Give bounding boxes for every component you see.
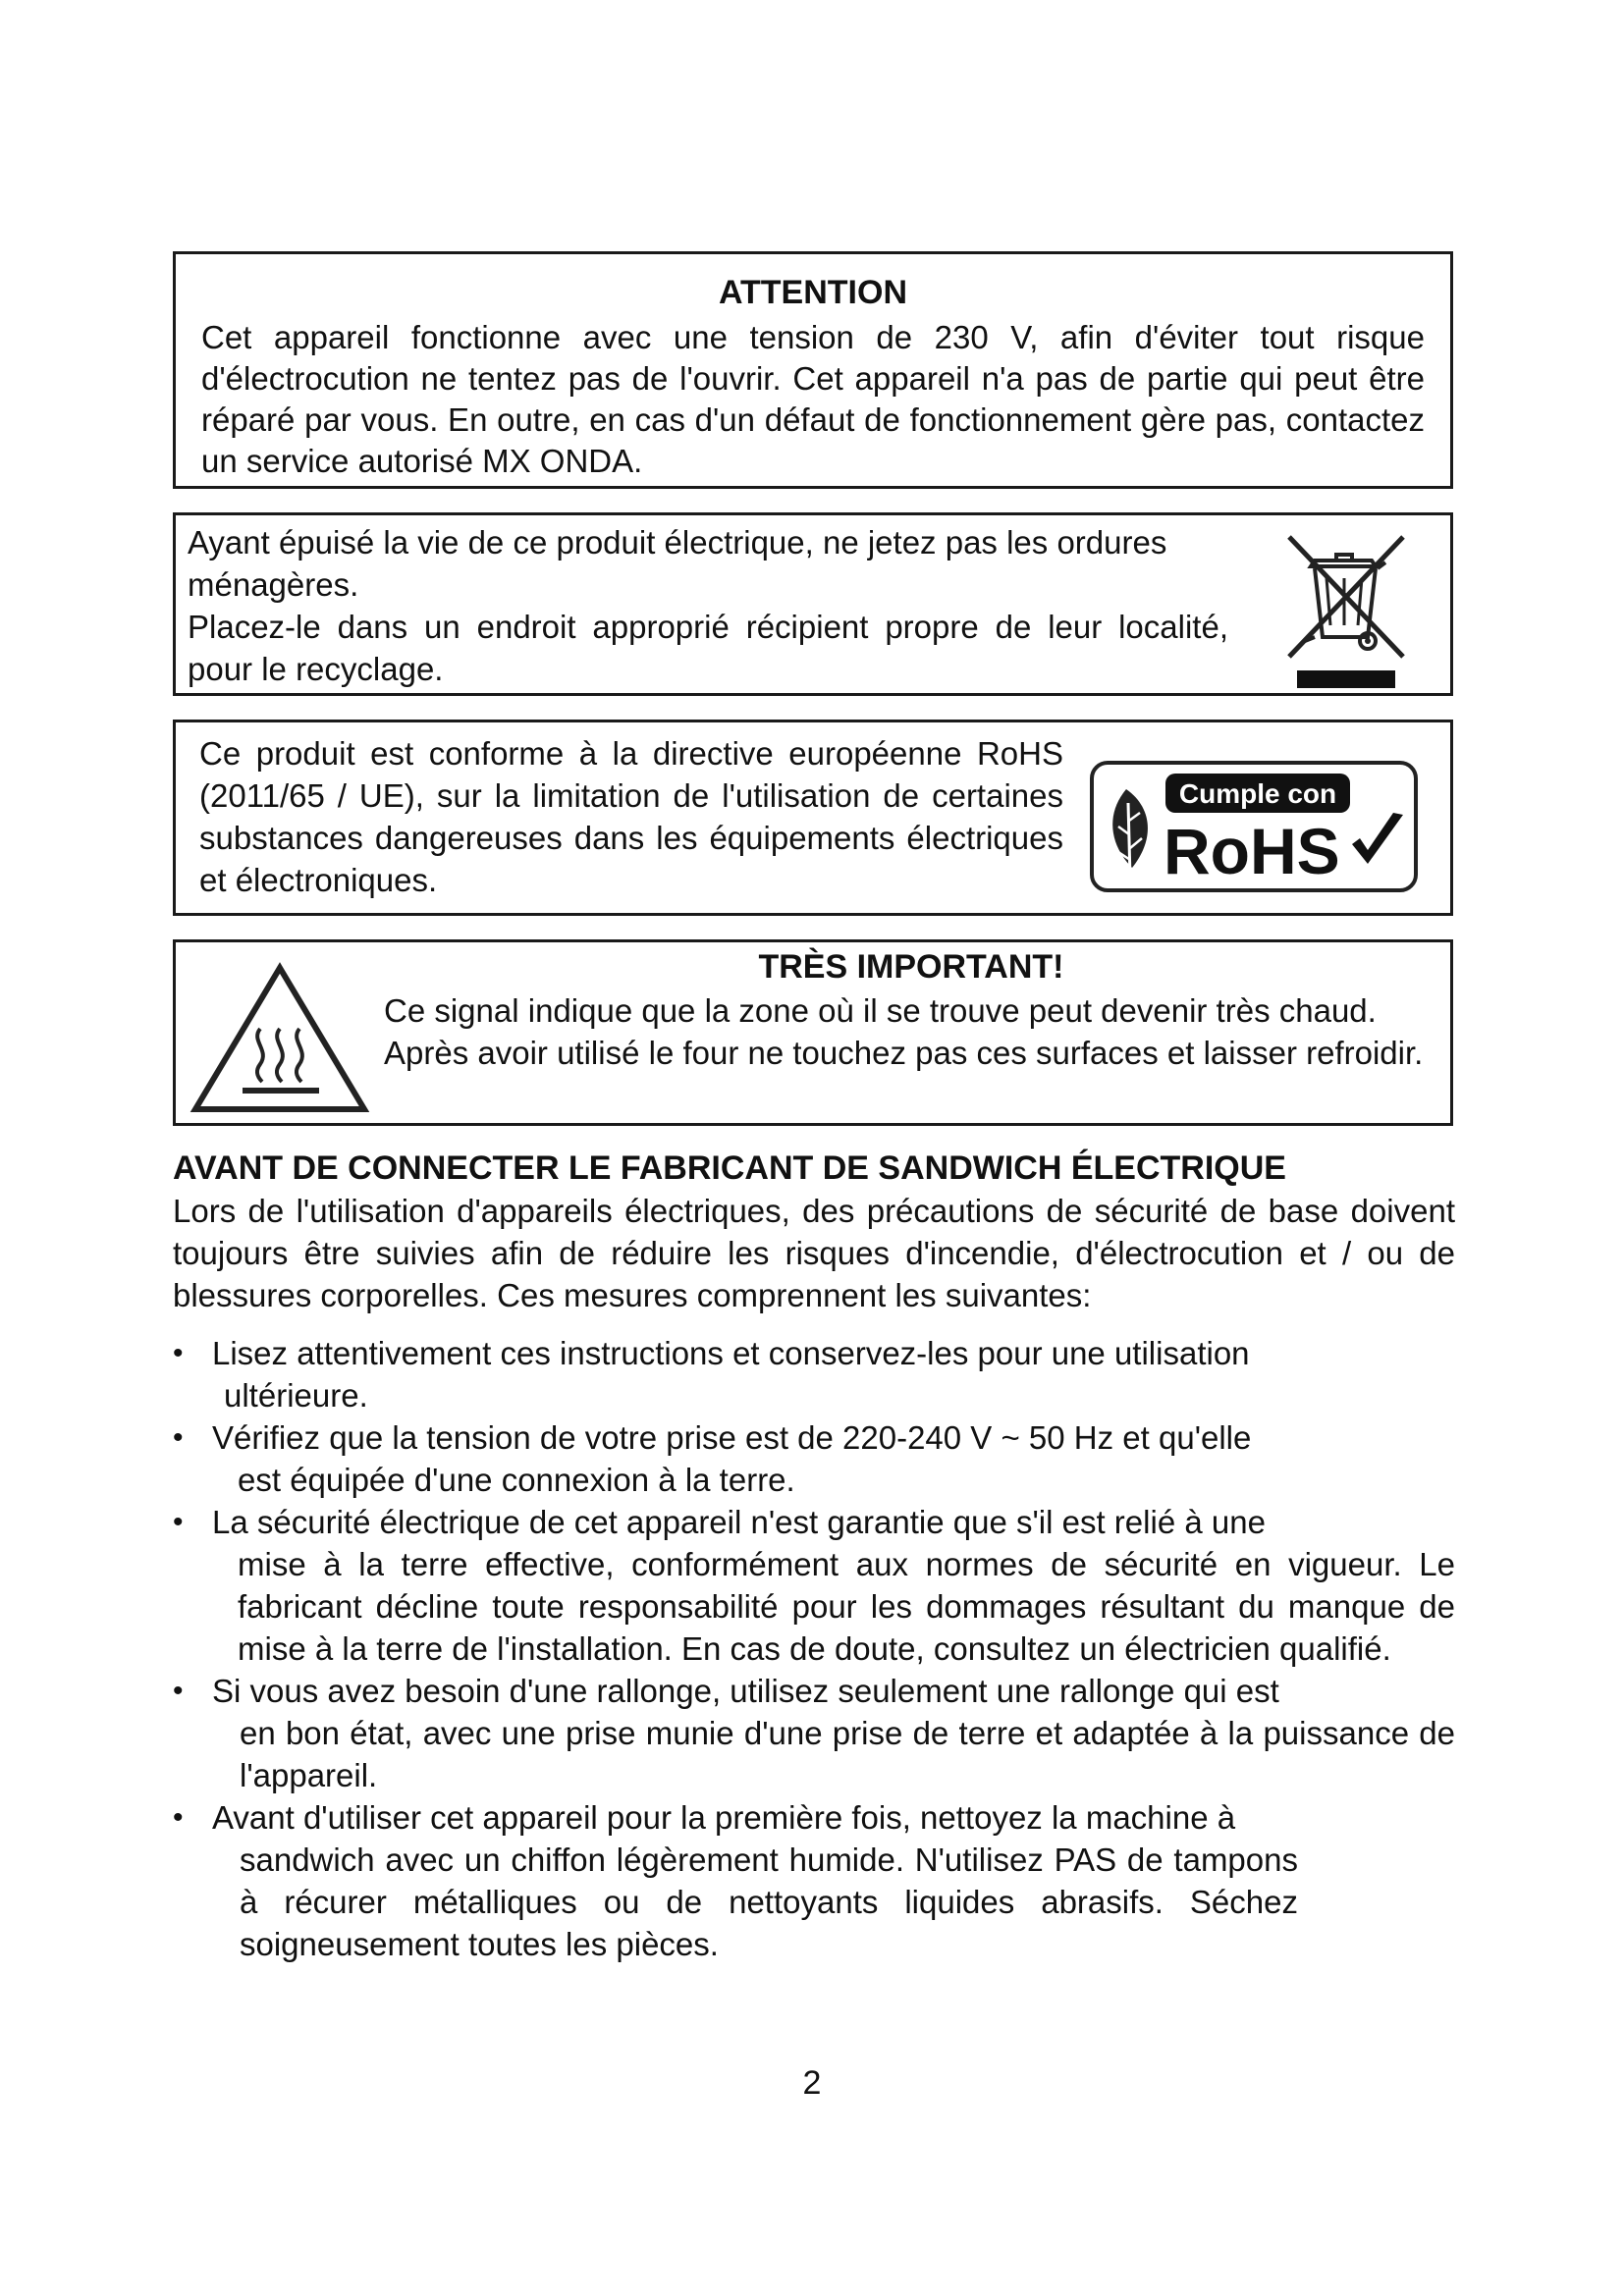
attention-text: Cet appareil fonctionne avec une tension de 230 V, afin d'éviter tout risque d'électrocution ne tentez pas de l'ouvrir. Cet appareil n'a pas de partie qui peut être réparé par vous. En outre, en cas d'un défaut de fonctionnement gère pas, contactez un service autorisé MX ONDA. bbox=[201, 319, 1425, 479]
bullet-dot-icon: • bbox=[173, 1337, 184, 1369]
list-item bbox=[173, 1332, 1455, 1416]
crossed-out-wheelie-bin-icon bbox=[1279, 527, 1413, 690]
attention-title: ATTENTION bbox=[718, 274, 907, 311]
important-title: TRÈS IMPORTANT! bbox=[758, 948, 1064, 986]
bullet-dot-icon: • bbox=[173, 1506, 184, 1538]
page-number: 2 bbox=[802, 2064, 822, 2102]
list-item bbox=[173, 1796, 1455, 1965]
list-item bbox=[173, 1670, 1455, 1796]
hot-surface-warning-icon bbox=[188, 960, 372, 1117]
weee-text bbox=[188, 521, 1228, 690]
list-item-continuation: en bon état, avec une prise munie d'une prise de terre et adaptée à la puissance de l'appareil. bbox=[240, 1715, 1455, 1793]
list-item-first-line: La sécurité électrique de cet appareil n'est garantie que s'il est relié à une bbox=[212, 1504, 1266, 1540]
bullet-dot-icon: • bbox=[173, 1421, 184, 1454]
important-box bbox=[173, 939, 1453, 1126]
rohs-text: Ce produit est conforme à la directive européenne RoHS (2011/65 / UE), sur la limitation de l'utilisation de certaines substances dangereuses dans les équipements électriques et électroniques. bbox=[199, 735, 1063, 898]
list-item-continuation: est équipée d'une connexion à la terre. bbox=[238, 1462, 795, 1498]
bullet-dot-icon: • bbox=[173, 1801, 184, 1834]
rohs-logo-badge-text: Cumple con bbox=[1178, 778, 1337, 809]
list-item-continuation: ultérieure. bbox=[224, 1377, 368, 1414]
rohs-box bbox=[173, 720, 1453, 916]
important-text: Ce signal indique que la zone où il se trouve peut devenir très chaud. Après avoir utilisé le four ne touchez pas ces surfaces et laisser refroidir. bbox=[384, 992, 1424, 1071]
list-item-first-line: Vérifiez que la tension de votre prise est de 220-240 V ~ 50 Hz et qu'elle bbox=[212, 1419, 1252, 1456]
list-item-first-line: Si vous avez besoin d'une rallonge, utilisez seulement une rallonge qui est bbox=[212, 1673, 1279, 1709]
section-heading: AVANT DE CONNECTER LE FABRICANT DE SANDWICH ÉLECTRIQUE bbox=[173, 1149, 1286, 1187]
list-item bbox=[173, 1501, 1455, 1670]
weee-box bbox=[173, 512, 1453, 696]
safety-bullet-list bbox=[173, 1332, 1455, 1965]
bullet-dot-icon: • bbox=[173, 1675, 184, 1707]
list-item-first-line: Avant d'utiliser cet appareil pour la première fois, nettoyez la machine à bbox=[212, 1799, 1236, 1836]
list-item bbox=[173, 1416, 1455, 1501]
list-item-continuation: mise à la terre effective, conformément aux normes de sécurité en vigueur. Le fabricant décline toute responsabilité pour les dommages résultant du manque de mise à la terre de l'installation. En cas de doute, consultez un électricien qualifié. bbox=[238, 1546, 1455, 1667]
rohs-logo-mark-text: RoHS bbox=[1164, 815, 1340, 887]
weee-line-2: Placez-le dans un endroit approprié récipient propre de leur localité, pour le recyclage. bbox=[188, 609, 1228, 687]
rohs-compliance-logo bbox=[1089, 760, 1419, 893]
list-item-first-line: Lisez attentivement ces instructions et conservez-les pour une utilisation bbox=[212, 1335, 1250, 1371]
weee-line-1: Ayant épuisé la vie de ce produit électrique, ne jetez pas les ordures ménagères. bbox=[188, 524, 1167, 603]
attention-box bbox=[173, 251, 1453, 489]
list-item-continuation: sandwich avec un chiffon légèrement humide. N'utilisez PAS de tampons à récurer métalliques ou de nettoyants liquides abrasifs. Séchez soigneusement toutes les pièces. bbox=[240, 1842, 1298, 1962]
section-intro: Lors de l'utilisation d'appareils électriques, des précautions de sécurité de base doivent toujours être suivies afin de réduire les risques d'incendie, d'électrocution et / ou de blessures corporelles. Ces mesures comprennent les suivantes: bbox=[173, 1193, 1455, 1313]
safety-section bbox=[173, 1147, 1455, 1965]
